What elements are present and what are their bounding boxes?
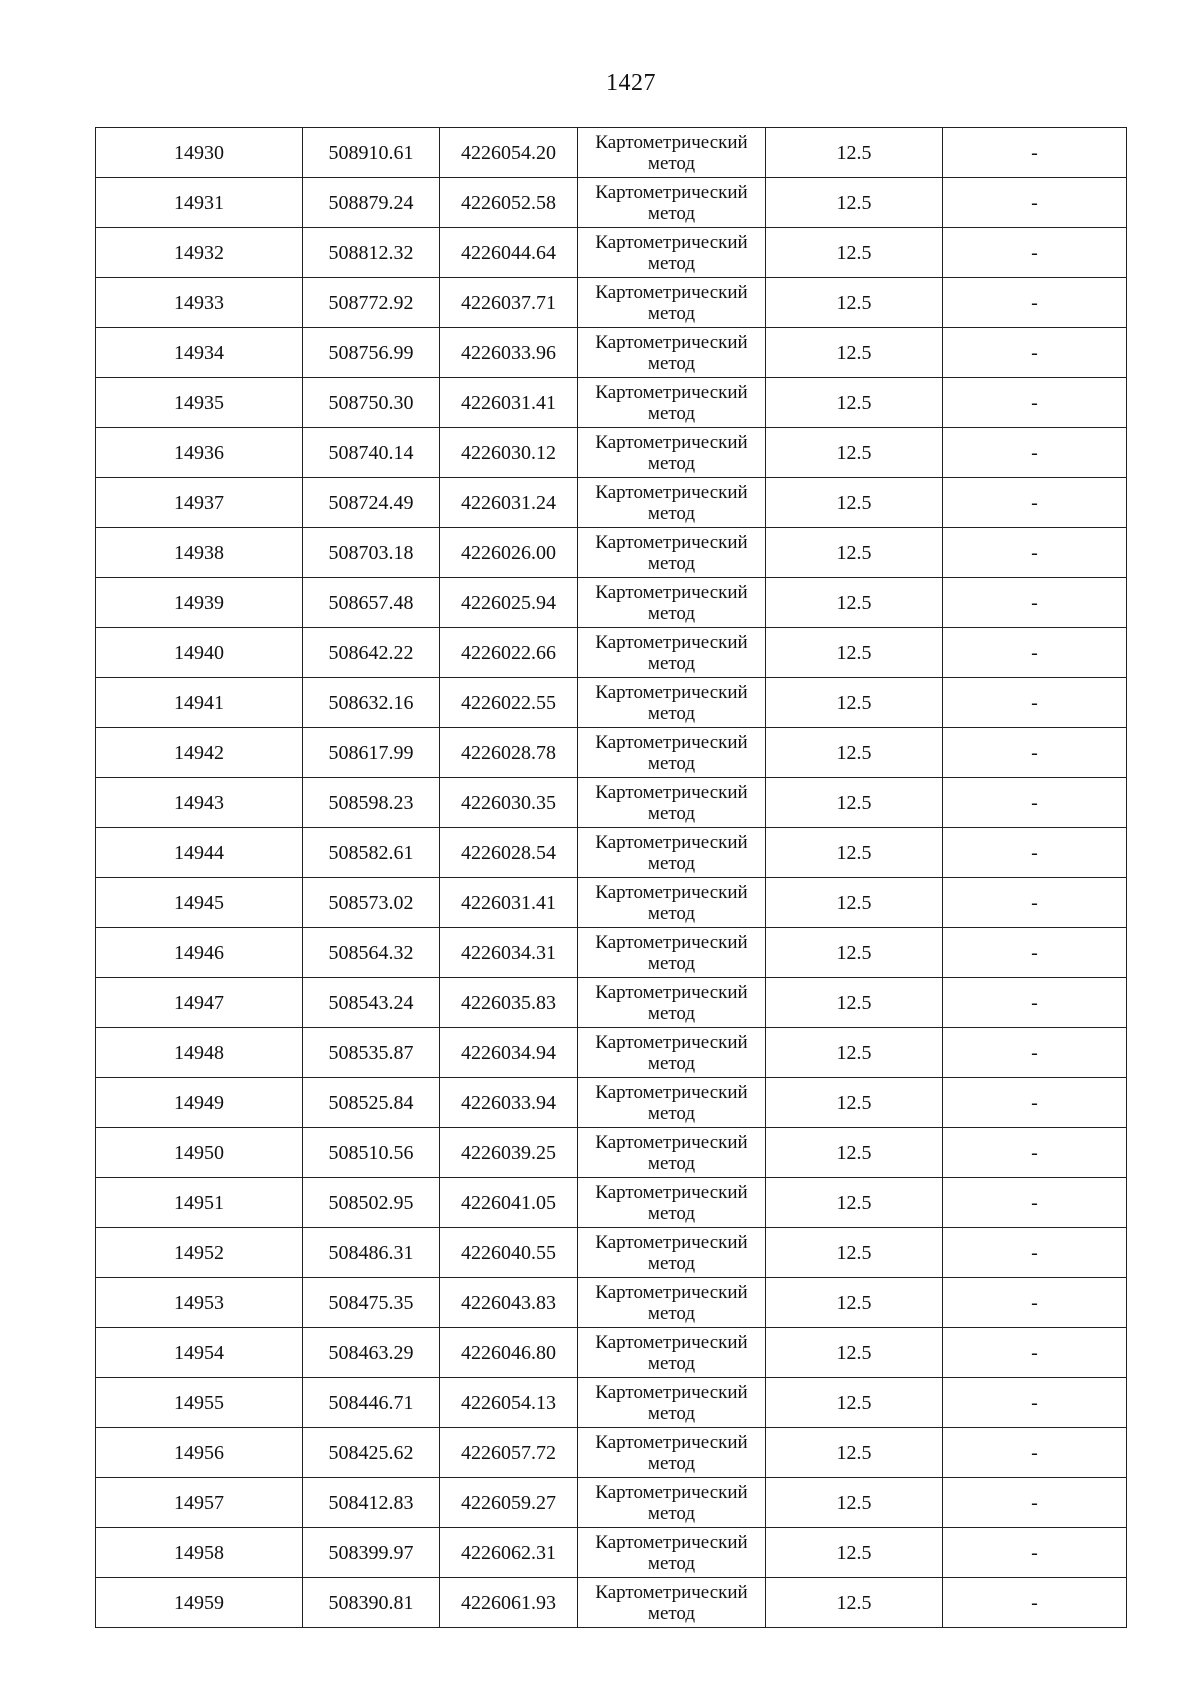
- note-cell: -: [943, 1228, 1127, 1278]
- table-row: [96, 278, 1127, 328]
- method-cell: [578, 528, 766, 578]
- accuracy-cell: 12.5: [766, 1378, 943, 1428]
- note-cell: -: [943, 278, 1127, 328]
- accuracy-cell: 12.5: [766, 1128, 943, 1178]
- method-line-2: метод: [647, 1052, 696, 1074]
- method-cell: [578, 478, 766, 528]
- method-line-2: метод: [647, 1502, 696, 1524]
- accuracy-cell: 12.5: [766, 578, 943, 628]
- note-cell: -: [943, 1328, 1127, 1378]
- accuracy-cell: 12.5: [766, 478, 943, 528]
- method-line-1: Картометрический: [595, 131, 748, 153]
- method-cell: [578, 1178, 766, 1228]
- method-cell: [578, 1428, 766, 1478]
- table-row: [96, 228, 1127, 278]
- point-number-cell: 14946: [96, 928, 303, 978]
- note-cell: -: [943, 428, 1127, 478]
- note-cell: -: [943, 1128, 1127, 1178]
- note-cell: -: [943, 178, 1127, 228]
- method-line-2: метод: [647, 402, 696, 424]
- accuracy-cell: 12.5: [766, 1178, 943, 1228]
- note-cell: -: [943, 578, 1127, 628]
- accuracy-cell: 12.5: [766, 1578, 943, 1628]
- y-coordinate-cell: 4226028.78: [440, 728, 578, 778]
- method-line-2: метод: [647, 702, 696, 724]
- point-number-cell: 14949: [96, 1078, 303, 1128]
- note-cell: -: [943, 978, 1127, 1028]
- note-cell: -: [943, 128, 1127, 178]
- table-row: [96, 328, 1127, 378]
- note-cell: -: [943, 878, 1127, 928]
- method-cell: [578, 1528, 766, 1578]
- table-row: [96, 878, 1127, 928]
- accuracy-cell: 12.5: [766, 178, 943, 228]
- accuracy-cell: 12.5: [766, 278, 943, 328]
- point-number-cell: 14947: [96, 978, 303, 1028]
- accuracy-cell: 12.5: [766, 928, 943, 978]
- x-coordinate-cell: 508543.24: [303, 978, 440, 1028]
- table-row: [96, 378, 1127, 428]
- x-coordinate-cell: 508582.61: [303, 828, 440, 878]
- note-cell: -: [943, 1078, 1127, 1128]
- method-line-1: Картометрический: [595, 731, 748, 753]
- table-row: [96, 178, 1127, 228]
- method-line-2: метод: [647, 1102, 696, 1124]
- y-coordinate-cell: 4226026.00: [440, 528, 578, 578]
- point-number-cell: 14942: [96, 728, 303, 778]
- method-cell: [578, 1078, 766, 1128]
- table-row: [96, 1278, 1127, 1328]
- y-coordinate-cell: 4226044.64: [440, 228, 578, 278]
- method-line-2: метод: [647, 902, 696, 924]
- method-line-2: метод: [647, 452, 696, 474]
- method-line-2: метод: [647, 252, 696, 274]
- table-row: [96, 928, 1127, 978]
- y-coordinate-cell: 4226046.80: [440, 1328, 578, 1378]
- x-coordinate-cell: 508510.56: [303, 1128, 440, 1178]
- method-line-1: Картометрический: [595, 281, 748, 303]
- method-line-2: метод: [647, 1002, 696, 1024]
- note-cell: -: [943, 1528, 1127, 1578]
- note-cell: -: [943, 778, 1127, 828]
- method-cell: [578, 1478, 766, 1528]
- x-coordinate-cell: 508617.99: [303, 728, 440, 778]
- note-cell: -: [943, 628, 1127, 678]
- method-line-1: Картометрический: [595, 1031, 748, 1053]
- point-number-cell: 14948: [96, 1028, 303, 1078]
- y-coordinate-cell: 4226054.20: [440, 128, 578, 178]
- y-coordinate-cell: 4226022.55: [440, 678, 578, 728]
- table-row: [96, 1028, 1127, 1078]
- table-row: [96, 678, 1127, 728]
- method-line-1: Картометрический: [595, 1181, 748, 1203]
- method-line-2: метод: [647, 1152, 696, 1174]
- point-number-cell: 14957: [96, 1478, 303, 1528]
- accuracy-cell: 12.5: [766, 1278, 943, 1328]
- point-number-cell: 14933: [96, 278, 303, 328]
- method-line-1: Картометрический: [595, 331, 748, 353]
- x-coordinate-cell: 508564.32: [303, 928, 440, 978]
- accuracy-cell: 12.5: [766, 128, 943, 178]
- method-line-2: метод: [647, 852, 696, 874]
- y-coordinate-cell: 4226025.94: [440, 578, 578, 628]
- accuracy-cell: 12.5: [766, 1528, 943, 1578]
- table-row: [96, 1478, 1127, 1528]
- method-line-2: метод: [647, 602, 696, 624]
- y-coordinate-cell: 4226037.71: [440, 278, 578, 328]
- point-number-cell: 14959: [96, 1578, 303, 1628]
- x-coordinate-cell: 508740.14: [303, 428, 440, 478]
- x-coordinate-cell: 508724.49: [303, 478, 440, 528]
- y-coordinate-cell: 4226031.41: [440, 878, 578, 928]
- note-cell: -: [943, 678, 1127, 728]
- x-coordinate-cell: 508642.22: [303, 628, 440, 678]
- method-line-1: Картометрический: [595, 381, 748, 403]
- table-row: [96, 528, 1127, 578]
- y-coordinate-cell: 4226034.94: [440, 1028, 578, 1078]
- y-coordinate-cell: 4226057.72: [440, 1428, 578, 1478]
- method-cell: [578, 278, 766, 328]
- method-line-1: Картометрический: [595, 1081, 748, 1103]
- note-cell: -: [943, 928, 1127, 978]
- x-coordinate-cell: 508573.02: [303, 878, 440, 928]
- point-number-cell: 14930: [96, 128, 303, 178]
- x-coordinate-cell: 508475.35: [303, 1278, 440, 1328]
- method-line-1: Картометрический: [595, 681, 748, 703]
- method-line-2: метод: [647, 1302, 696, 1324]
- point-number-cell: 14950: [96, 1128, 303, 1178]
- method-line-2: метод: [647, 152, 696, 174]
- method-cell: [578, 1278, 766, 1328]
- table-row: [96, 1328, 1127, 1378]
- y-coordinate-cell: 4226034.31: [440, 928, 578, 978]
- method-line-1: Картометрический: [595, 481, 748, 503]
- y-coordinate-cell: 4226031.24: [440, 478, 578, 528]
- table-row: [96, 828, 1127, 878]
- note-cell: -: [943, 328, 1127, 378]
- table-row: [96, 1178, 1127, 1228]
- y-coordinate-cell: 4226054.13: [440, 1378, 578, 1428]
- method-line-2: метод: [647, 1452, 696, 1474]
- accuracy-cell: 12.5: [766, 1078, 943, 1128]
- table-row: [96, 778, 1127, 828]
- method-cell: [578, 928, 766, 978]
- x-coordinate-cell: 508632.16: [303, 678, 440, 728]
- method-line-1: Картометрический: [595, 981, 748, 1003]
- method-line-1: Картометрический: [595, 881, 748, 903]
- point-number-cell: 14941: [96, 678, 303, 728]
- method-line-2: метод: [647, 1202, 696, 1224]
- note-cell: -: [943, 1428, 1127, 1478]
- accuracy-cell: 12.5: [766, 1478, 943, 1528]
- x-coordinate-cell: 508446.71: [303, 1378, 440, 1428]
- note-cell: -: [943, 1178, 1127, 1228]
- point-number-cell: 14939: [96, 578, 303, 628]
- table-row: [96, 1128, 1127, 1178]
- x-coordinate-cell: 508486.31: [303, 1228, 440, 1278]
- accuracy-cell: 12.5: [766, 1028, 943, 1078]
- method-line-2: метод: [647, 1552, 696, 1574]
- method-line-1: Картометрический: [595, 1381, 748, 1403]
- y-coordinate-cell: 4226061.93: [440, 1578, 578, 1628]
- method-line-2: метод: [647, 202, 696, 224]
- method-cell: [578, 778, 766, 828]
- method-cell: [578, 628, 766, 678]
- method-cell: [578, 328, 766, 378]
- method-cell: [578, 1328, 766, 1378]
- accuracy-cell: 12.5: [766, 828, 943, 878]
- method-line-1: Картометрический: [595, 231, 748, 253]
- note-cell: -: [943, 228, 1127, 278]
- point-number-cell: 14932: [96, 228, 303, 278]
- method-line-1: Картометрический: [595, 1131, 748, 1153]
- note-cell: -: [943, 528, 1127, 578]
- x-coordinate-cell: 508463.29: [303, 1328, 440, 1378]
- y-coordinate-cell: 4226041.05: [440, 1178, 578, 1228]
- method-line-2: метод: [647, 952, 696, 974]
- y-coordinate-cell: 4226030.35: [440, 778, 578, 828]
- method-line-2: метод: [647, 1352, 696, 1374]
- note-cell: -: [943, 478, 1127, 528]
- x-coordinate-cell: 508535.87: [303, 1028, 440, 1078]
- point-number-cell: 14955: [96, 1378, 303, 1428]
- y-coordinate-cell: 4226043.83: [440, 1278, 578, 1328]
- method-line-2: метод: [647, 302, 696, 324]
- point-number-cell: 14935: [96, 378, 303, 428]
- point-number-cell: 14953: [96, 1278, 303, 1328]
- method-cell: [578, 1028, 766, 1078]
- y-coordinate-cell: 4226031.41: [440, 378, 578, 428]
- accuracy-cell: 12.5: [766, 678, 943, 728]
- method-line-1: Картометрический: [595, 631, 748, 653]
- method-line-2: метод: [647, 1602, 696, 1624]
- y-coordinate-cell: 4226062.31: [440, 1528, 578, 1578]
- point-number-cell: 14936: [96, 428, 303, 478]
- table-row: [96, 128, 1127, 178]
- table-body: [96, 128, 1127, 1628]
- y-coordinate-cell: 4226052.58: [440, 178, 578, 228]
- method-cell: [578, 1378, 766, 1428]
- accuracy-cell: 12.5: [766, 1428, 943, 1478]
- table-row: [96, 1228, 1127, 1278]
- y-coordinate-cell: 4226022.66: [440, 628, 578, 678]
- x-coordinate-cell: 508525.84: [303, 1078, 440, 1128]
- table-row: [96, 978, 1127, 1028]
- accuracy-cell: 12.5: [766, 1228, 943, 1278]
- method-line-2: метод: [647, 802, 696, 824]
- point-number-cell: 14958: [96, 1528, 303, 1578]
- method-cell: [578, 428, 766, 478]
- x-coordinate-cell: 508399.97: [303, 1528, 440, 1578]
- table-row: [96, 578, 1127, 628]
- method-line-1: Картометрический: [595, 1331, 748, 1353]
- note-cell: -: [943, 828, 1127, 878]
- method-line-1: Картометрический: [595, 931, 748, 953]
- point-number-cell: 14944: [96, 828, 303, 878]
- method-line-2: метод: [647, 1402, 696, 1424]
- table-row: [96, 428, 1127, 478]
- note-cell: -: [943, 1278, 1127, 1328]
- x-coordinate-cell: 508756.99: [303, 328, 440, 378]
- point-number-cell: 14931: [96, 178, 303, 228]
- method-line-2: метод: [647, 1252, 696, 1274]
- point-number-cell: 14934: [96, 328, 303, 378]
- method-line-2: метод: [647, 752, 696, 774]
- method-line-2: метод: [647, 352, 696, 374]
- method-cell: [578, 728, 766, 778]
- page-number: 1427: [606, 70, 656, 96]
- method-line-1: Картометрический: [595, 581, 748, 603]
- accuracy-cell: 12.5: [766, 528, 943, 578]
- x-coordinate-cell: 508657.48: [303, 578, 440, 628]
- x-coordinate-cell: 508412.83: [303, 1478, 440, 1528]
- accuracy-cell: 12.5: [766, 778, 943, 828]
- table-row: [96, 1528, 1127, 1578]
- table-row: [96, 728, 1127, 778]
- point-number-cell: 14952: [96, 1228, 303, 1278]
- y-coordinate-cell: 4226059.27: [440, 1478, 578, 1528]
- y-coordinate-cell: 4226028.54: [440, 828, 578, 878]
- method-cell: [578, 128, 766, 178]
- accuracy-cell: 12.5: [766, 1328, 943, 1378]
- y-coordinate-cell: 4226030.12: [440, 428, 578, 478]
- method-line-2: метод: [647, 502, 696, 524]
- x-coordinate-cell: 508425.62: [303, 1428, 440, 1478]
- table-row: [96, 628, 1127, 678]
- method-line-1: Картометрический: [595, 1531, 748, 1553]
- y-coordinate-cell: 4226035.83: [440, 978, 578, 1028]
- accuracy-cell: 12.5: [766, 228, 943, 278]
- coordinates-table: [95, 127, 1127, 1628]
- method-line-1: Картометрический: [595, 431, 748, 453]
- method-cell: [578, 578, 766, 628]
- x-coordinate-cell: 508598.23: [303, 778, 440, 828]
- x-coordinate-cell: 508879.24: [303, 178, 440, 228]
- method-line-1: Картометрический: [595, 181, 748, 203]
- note-cell: -: [943, 378, 1127, 428]
- method-line-1: Картометрический: [595, 781, 748, 803]
- note-cell: -: [943, 1578, 1127, 1628]
- method-cell: [578, 1128, 766, 1178]
- method-line-1: Картометрический: [595, 1281, 748, 1303]
- note-cell: -: [943, 1378, 1127, 1428]
- table-row: [96, 1428, 1127, 1478]
- method-cell: [578, 378, 766, 428]
- y-coordinate-cell: 4226033.96: [440, 328, 578, 378]
- accuracy-cell: 12.5: [766, 628, 943, 678]
- method-cell: [578, 878, 766, 928]
- point-number-cell: 14938: [96, 528, 303, 578]
- accuracy-cell: 12.5: [766, 728, 943, 778]
- x-coordinate-cell: 508703.18: [303, 528, 440, 578]
- point-number-cell: 14945: [96, 878, 303, 928]
- method-cell: [578, 1228, 766, 1278]
- method-cell: [578, 828, 766, 878]
- x-coordinate-cell: 508772.92: [303, 278, 440, 328]
- method-line-1: Картометрический: [595, 531, 748, 553]
- table-row: [96, 1578, 1127, 1628]
- table-row: [96, 478, 1127, 528]
- note-cell: -: [943, 1478, 1127, 1528]
- method-line-1: Картометрический: [595, 1481, 748, 1503]
- point-number-cell: 14951: [96, 1178, 303, 1228]
- x-coordinate-cell: 508502.95: [303, 1178, 440, 1228]
- accuracy-cell: 12.5: [766, 428, 943, 478]
- method-line-1: Картометрический: [595, 1431, 748, 1453]
- point-number-cell: 14940: [96, 628, 303, 678]
- method-line-1: Картометрический: [595, 831, 748, 853]
- x-coordinate-cell: 508390.81: [303, 1578, 440, 1628]
- method-line-2: метод: [647, 652, 696, 674]
- accuracy-cell: 12.5: [766, 328, 943, 378]
- method-line-2: метод: [647, 552, 696, 574]
- method-line-1: Картометрический: [595, 1581, 748, 1603]
- note-cell: -: [943, 728, 1127, 778]
- point-number-cell: 14954: [96, 1328, 303, 1378]
- method-cell: [578, 178, 766, 228]
- accuracy-cell: 12.5: [766, 878, 943, 928]
- x-coordinate-cell: 508812.32: [303, 228, 440, 278]
- method-cell: [578, 978, 766, 1028]
- method-cell: [578, 228, 766, 278]
- point-number-cell: 14943: [96, 778, 303, 828]
- method-cell: [578, 1578, 766, 1628]
- method-cell: [578, 678, 766, 728]
- point-number-cell: 14956: [96, 1428, 303, 1478]
- accuracy-cell: 12.5: [766, 378, 943, 428]
- table-row: [96, 1378, 1127, 1428]
- y-coordinate-cell: 4226039.25: [440, 1128, 578, 1178]
- accuracy-cell: 12.5: [766, 978, 943, 1028]
- y-coordinate-cell: 4226033.94: [440, 1078, 578, 1128]
- y-coordinate-cell: 4226040.55: [440, 1228, 578, 1278]
- x-coordinate-cell: 508750.30: [303, 378, 440, 428]
- method-line-1: Картометрический: [595, 1231, 748, 1253]
- x-coordinate-cell: 508910.61: [303, 128, 440, 178]
- point-number-cell: 14937: [96, 478, 303, 528]
- table-row: [96, 1078, 1127, 1128]
- note-cell: -: [943, 1028, 1127, 1078]
